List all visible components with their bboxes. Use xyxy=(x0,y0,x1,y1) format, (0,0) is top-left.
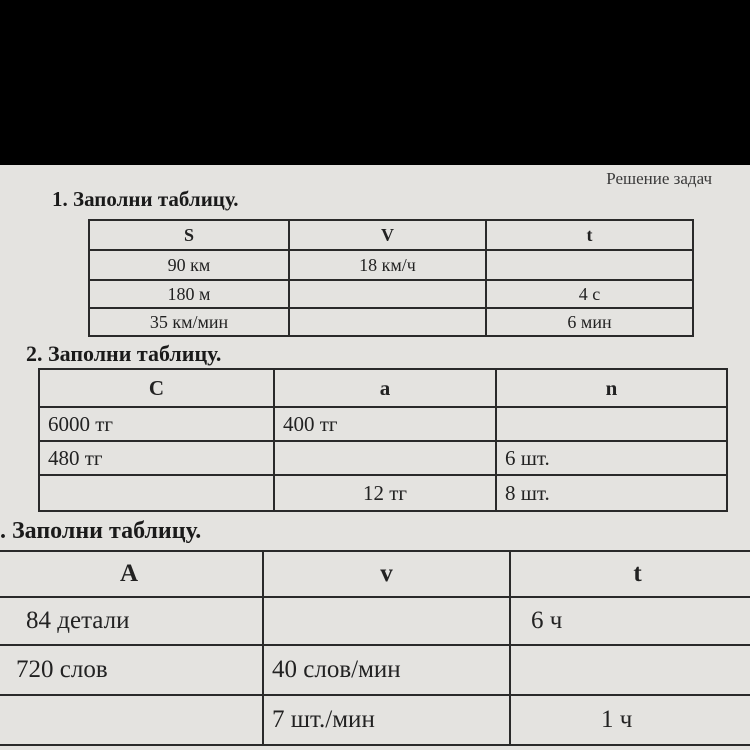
task-3-heading: Заполни таблицу. xyxy=(12,518,202,544)
task-2-cell: 6 шт. xyxy=(496,441,727,475)
task-1-header-t: t xyxy=(486,220,693,250)
task-1-table xyxy=(88,219,694,337)
task-2-cell: 12 тг xyxy=(274,475,496,511)
task-2-heading: Заполни таблицу. xyxy=(48,341,222,366)
task-2-cell: 6000 тг xyxy=(39,407,274,441)
task-2-title xyxy=(26,341,221,367)
task-2-header-a: a xyxy=(274,369,496,407)
task-1-heading: Заполни таблицу. xyxy=(73,187,239,211)
task-3-header-v: v xyxy=(263,551,510,597)
task-1-header-v: V xyxy=(289,220,486,250)
task-3-cell: 84 детали xyxy=(0,597,263,645)
task-3-title xyxy=(0,518,201,545)
task-1-cell: 6 мин xyxy=(486,308,693,336)
task-3-cell: 1 ч xyxy=(510,695,750,745)
task-1-cell: 35 км/мин xyxy=(89,308,289,336)
task-3-cell: 40 слов/мин xyxy=(263,645,510,695)
task-2-cell xyxy=(274,441,496,475)
task-1-cell xyxy=(486,250,693,280)
task-1-cell: 90 км xyxy=(89,250,289,280)
task-3-header-t: t xyxy=(510,551,750,597)
task-1-cell xyxy=(289,308,486,336)
task-1-cell: 4 с xyxy=(486,280,693,308)
task-2-header-n: n xyxy=(496,369,727,407)
task-1-number: 1. xyxy=(52,187,68,211)
task-3-table xyxy=(0,550,750,746)
task-1-cell xyxy=(289,280,486,308)
task-3-cell: 720 слов xyxy=(0,645,263,695)
task-3-cell xyxy=(263,597,510,645)
task-1-title xyxy=(52,187,239,212)
task-3-cell: 6 ч xyxy=(510,597,750,645)
task-2-cell xyxy=(496,407,727,441)
task-3-number: . xyxy=(0,518,6,544)
task-3-cell: 7 шт./мин xyxy=(263,695,510,745)
task-2-cell: 480 тг xyxy=(39,441,274,475)
task-3-cell xyxy=(510,645,750,695)
task-3-header-a: A xyxy=(0,551,263,597)
task-2-cell: 400 тг xyxy=(274,407,496,441)
task-1-header-s: S xyxy=(89,220,289,250)
task-1-cell: 18 км/ч xyxy=(289,250,486,280)
task-3-cell xyxy=(0,695,263,745)
textbook-page xyxy=(0,165,750,750)
task-2-cell xyxy=(39,475,274,511)
page-header: Решение задач xyxy=(606,169,712,188)
task-2-cell: 8 шт. xyxy=(496,475,727,511)
task-2-number: 2. xyxy=(26,341,43,366)
task-1-cell: 180 м xyxy=(89,280,289,308)
task-2-table xyxy=(38,368,728,512)
task-2-header-c: C xyxy=(39,369,274,407)
